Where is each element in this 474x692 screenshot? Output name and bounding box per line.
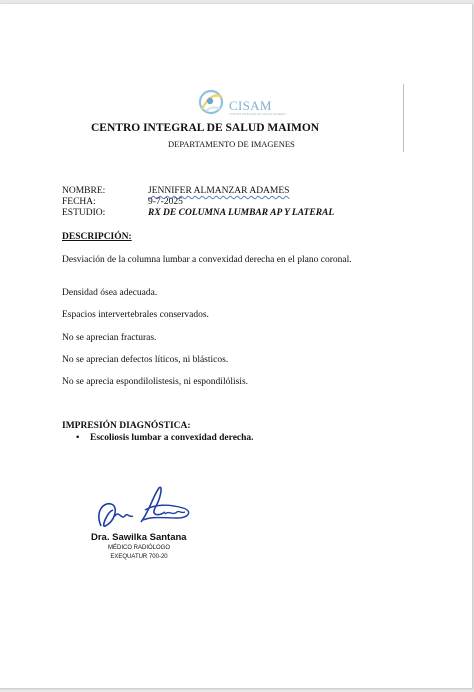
- logo-subtitle: CENTRO INTEGRAL DE SALUD MAIMON: [229, 112, 286, 116]
- department-name: DEPARTAMENTO DE IMAGENES: [168, 139, 295, 149]
- doctor-exequatur: EXEQUATUR 700-20: [110, 554, 168, 560]
- study-value: RX DE COLUMNA LUMBAR AP Y LATERAL: [148, 208, 335, 218]
- study-row: [62, 208, 334, 219]
- page-margin-marker: [403, 84, 404, 152]
- name-label: NOMBRE:: [62, 186, 106, 196]
- doctor-title: MÉDICO RADIÓLOGO: [107, 545, 170, 551]
- name-value: JENNIFER ALMANZAR ADAMES: [148, 186, 290, 196]
- description-paragraph: No se aprecian fracturas.: [62, 333, 157, 343]
- description-paragraph: Espacios intervertebrales conservados.: [62, 310, 209, 320]
- impression-item: [76, 433, 254, 443]
- logo-text: CISAM: [229, 98, 272, 113]
- date-value: 9-7-2025: [148, 197, 183, 207]
- handwritten-signature-icon: [93, 482, 201, 534]
- bullet-icon: •: [76, 433, 80, 443]
- organization-name: CENTRO INTEGRAL DE SALUD MAIMON: [91, 122, 320, 134]
- description-paragraph: Desviación de la columna lumbar a convexidad derecha en el plano coronal.: [62, 255, 352, 265]
- impression-title: IMPRESIÓN DIAGNÓSTICA:: [62, 421, 191, 431]
- date-label: FECHA:: [62, 197, 96, 207]
- impression-item-text: Escoliosis lumbar a convexidad derecha.: [90, 433, 254, 443]
- description-title: DESCRIPCIÓN:: [62, 232, 132, 242]
- description-paragraph: Densidad ósea adecuada.: [62, 288, 158, 298]
- doctor-name: Dra. Sawilka Santana: [91, 532, 187, 543]
- patient-name-row: [62, 186, 289, 197]
- date-row: [62, 197, 183, 208]
- description-paragraph: No se aprecia espondilolistesis, ni espondilólisis.: [62, 377, 249, 387]
- description-paragraph: No se aprecian defectos líticos, ni blásticos.: [62, 355, 229, 365]
- study-label: ESTUDIO:: [62, 208, 106, 218]
- document-page: [0, 4, 473, 689]
